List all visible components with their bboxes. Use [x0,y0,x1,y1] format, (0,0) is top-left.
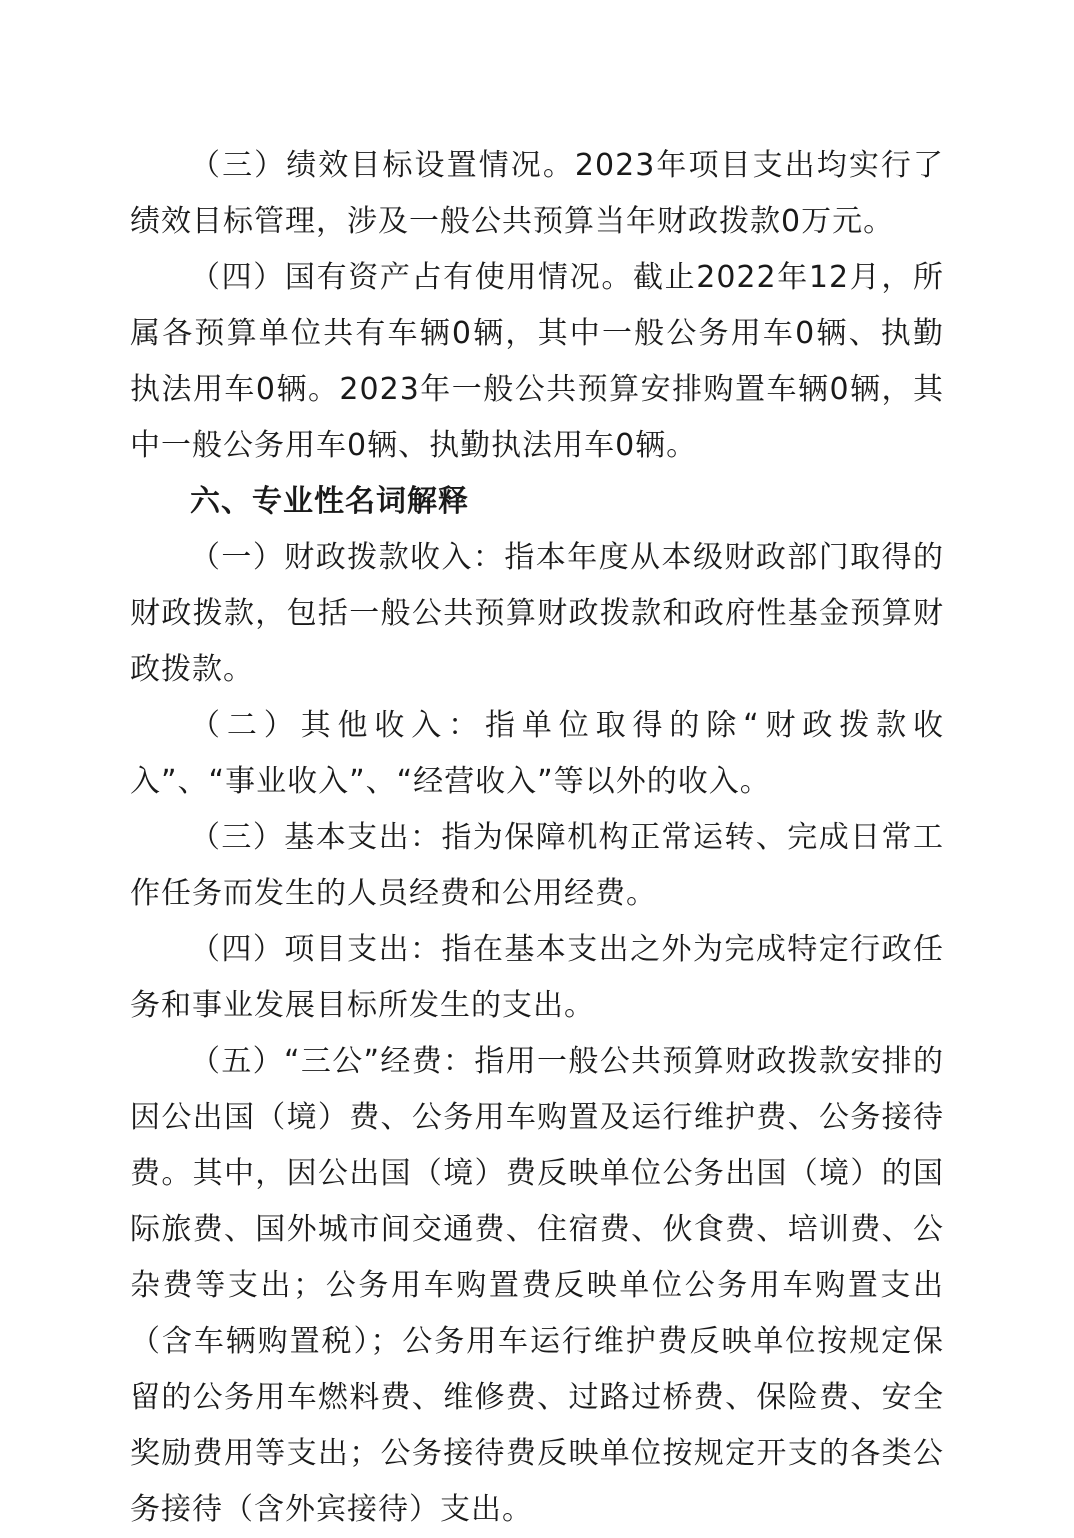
paragraph-term-other-income: （二）其他收入：指单位取得的除“财政拨款收入”、“事业收入”、“经营收入”等以外的收入。 [130,708,944,799]
paragraph-state-assets: （四）国有资产占有使用情况。截止2022年12月，所属各预算单位共有车辆0辆，其中一般公务用车0辆、执勤执法用车0辆。2023年一般公共预算安排购置车辆0辆，其中一般公务用车0辆、执勤执法用车0辆。 [130,260,944,463]
paragraph-term-basic-expenditure: （三）基本支出：指为保障机构正常运转、完成日常工作任务而发生的人员经费和公用经费。 [130,820,944,911]
paragraph-term-project-expenditure: （四）项目支出：指在基本支出之外为完成特定行政任务和事业发展目标所发生的支出。 [130,932,944,1023]
paragraph-term-fiscal-income: （一）财政拨款收入：指本年度从本级财政部门取得的财政拨款，包括一般公共预算财政拨款和政府性基金预算财政拨款。 [130,540,944,687]
paragraph-term-three-public: （五）“三公”经费：指用一般公共预算财政拨款安排的因公出国（境）费、公务用车购置及运行维护费、公务接待费。其中，因公出国（境）费反映单位公务出国（境）的国际旅费、国外城市间交通费、住宿费、伙食费、培训费、公杂费等支出；公务用车购置费反映单位公务用车购置支出（含车辆购置税）；公务用车运行维护费反映单位按规定保留的公务用车燃料费、维修费、过路过桥费、保险费、安全奖励费用等支出；公务接待费反映单位按规定开支的各类公务接待（含外宾接待）支出。 [130,1044,944,1527]
paragraph-performance-goal: （三）绩效目标设置情况。2023年项目支出均实行了绩效目标管理，涉及一般公共预算当年财政拨款0万元。 [130,148,944,239]
section-heading: 六、专业性名词解释 [190,484,469,519]
document-page [130,138,944,1538]
